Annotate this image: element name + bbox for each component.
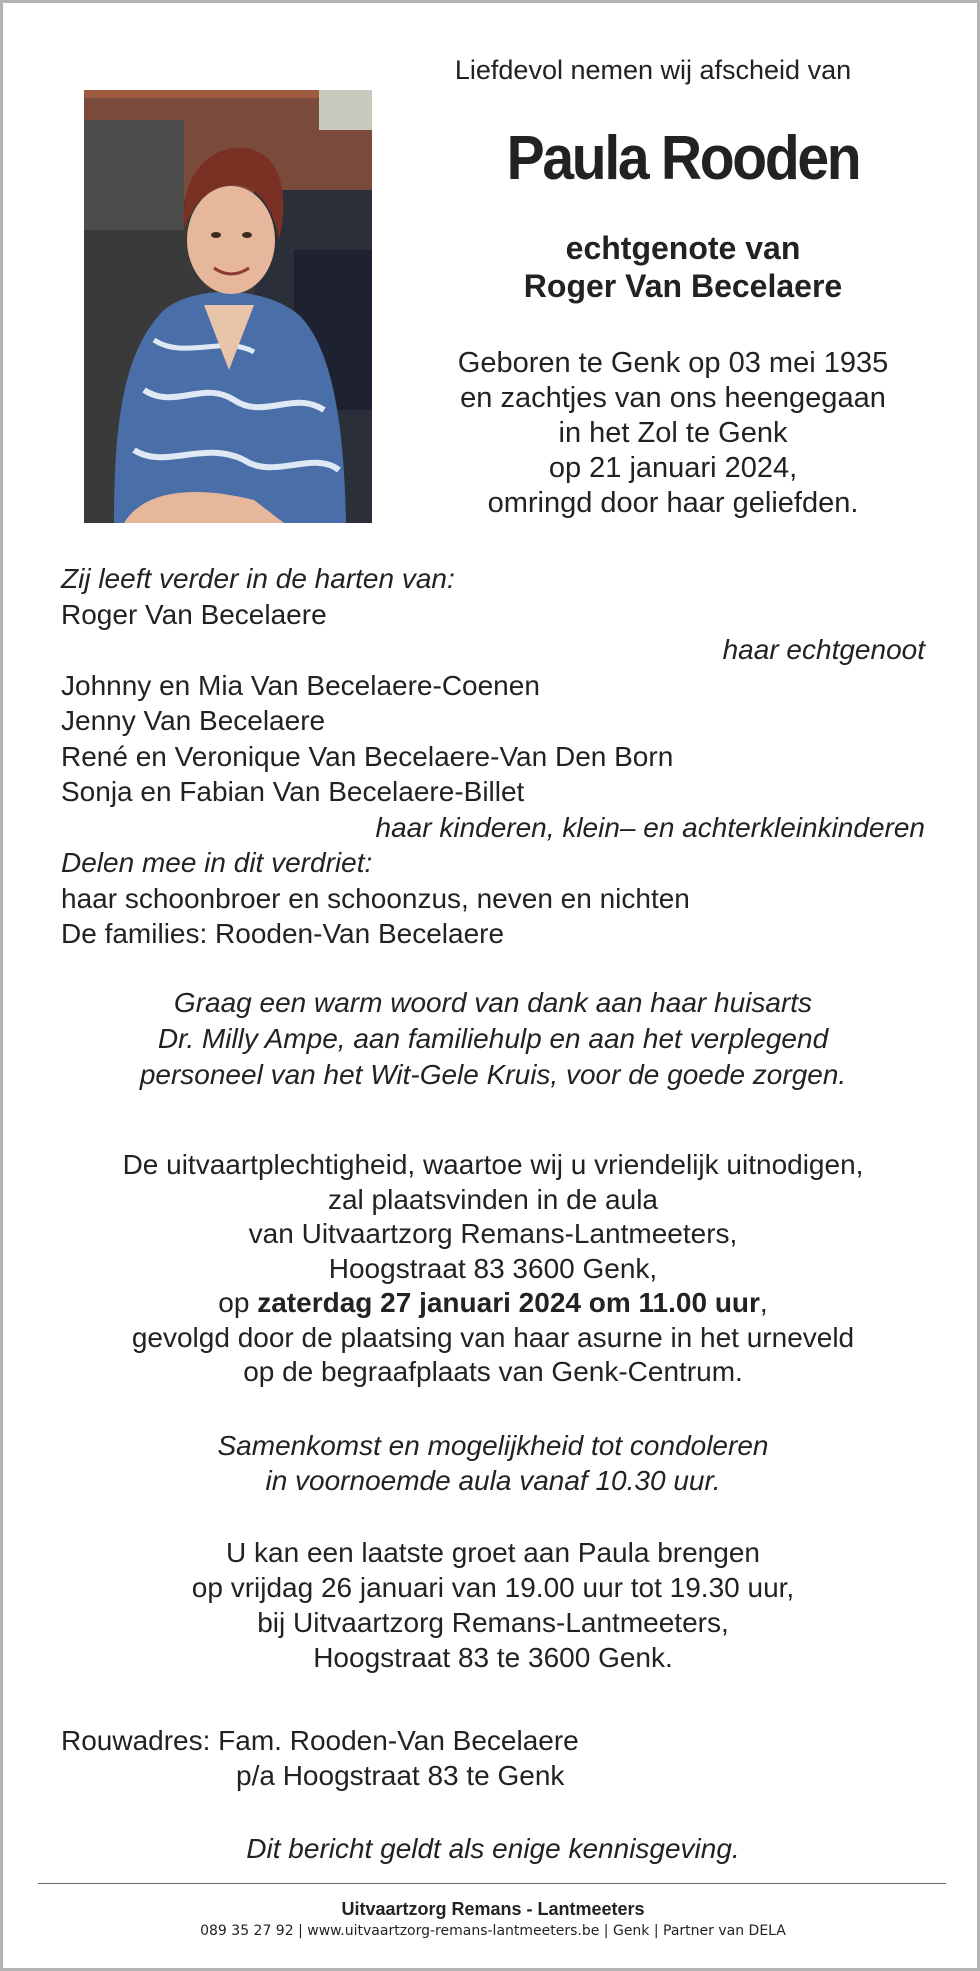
birth-death-line: en zachtjes van ons heengegaan [460, 382, 886, 414]
thanks-line: Graag een warm woord van dank aan haar huisarts [173, 987, 813, 1018]
spouse-heading [433, 229, 933, 305]
mourners-block [61, 561, 925, 952]
notice-line: Dit bericht geldt als enige kennisgeving. [246, 1833, 740, 1864]
date-prefix: op [218, 1287, 258, 1318]
ceremony-line: zal plaatsvinden in de aula [327, 1183, 658, 1215]
birth-death-line: op 21 januari 2024, [548, 452, 798, 484]
mourners-intro: Zij leeft verder in de harten van: [61, 563, 455, 594]
spouse-label: echtgenote van [565, 230, 801, 266]
mourner-child: Johnny en Mia Van Becelaere-Coenen [61, 669, 540, 701]
portrait-photo [84, 90, 372, 523]
deceased-name: Paula Rooden [506, 124, 860, 193]
intro-line: Liefdevol nemen wij afscheid van [454, 55, 852, 85]
children-role: haar kinderen, klein– en achterkleinkinderen [375, 811, 925, 843]
address-line: Rouwadres: Fam. Rooden-Van Becelaere [61, 1725, 579, 1756]
mourner-child: Sonja en Fabian Van Becelaere-Billet [61, 776, 525, 807]
birth-death-block [423, 346, 923, 521]
gathering-line: in voornoemde aula vanaf 10.30 uur. [265, 1465, 721, 1496]
greeting-line: U kan een laatste groet aan Paula brengen [226, 1537, 760, 1568]
thanks-line: personeel van het Wit-Gele Kruis, voor de goede zorgen. [139, 1059, 847, 1090]
mourner-other: De families: Rooden-Van Becelaere [61, 918, 505, 949]
thanks-line: Dr. Milly Ampe, aan familiehulp en aan het verplegend [157, 1023, 829, 1054]
birth-death-line: Geboren te Genk op 03 mei 1935 [457, 347, 889, 379]
birth-death-line: omringd door haar geliefden. [487, 487, 859, 519]
funeral-contact: 089 35 27 92 | www.uitvaartzorg-remans-lantmeeters.be | Genk | Partner van DELA [200, 1923, 786, 1939]
greeting-line: op vrijdag 26 januari van 19.00 uur tot 19.30 uur, [191, 1572, 795, 1603]
birth-death-line: in het Zol te Genk [558, 417, 788, 449]
ceremony-line: De uitvaartplechtigheid, waartoe wij u vriendelijk uitnodigen, [122, 1149, 864, 1180]
ceremony-line: op de begraafplaats van Genk-Centrum. [243, 1356, 743, 1387]
funeral-company: Uitvaartzorg Remans - Lantmeeters [341, 1899, 645, 1919]
gathering-line: Samenkomst en mogelijkheid tot condoleren [217, 1430, 769, 1461]
ceremony-line: van Uitvaartzorg Remans-Lantmeeters, [248, 1218, 738, 1249]
ceremony-line: Hoogstraat 83 3600 Genk, [328, 1252, 658, 1284]
mourning-address [61, 1723, 925, 1793]
ceremony-date-line [61, 1286, 925, 1321]
mourner-spouse: Roger Van Becelaere [61, 598, 327, 630]
footer-divider [38, 1883, 946, 1884]
spouse-name: Roger Van Becelaere [523, 268, 843, 304]
address-line: p/a Hoogstraat 83 te Genk [236, 1760, 565, 1791]
ceremony-line: gevolgd door de plaatsing van haar asurne in het urneveld [131, 1321, 855, 1353]
mourner-other: haar schoonbroer en schoonzus, neven en nichten [61, 882, 690, 914]
last-greeting-block [61, 1535, 925, 1675]
gathering-block [61, 1428, 925, 1498]
mourner-child: René en Veronique Van Becelaere-Van Den Born [61, 740, 674, 772]
greeting-line: bij Uitvaartzorg Remans-Lantmeeters, [257, 1607, 729, 1638]
thanks-block [61, 985, 925, 1093]
date-suffix: , [759, 1287, 768, 1318]
share-intro: Delen mee in dit verdriet: [61, 847, 373, 878]
ceremony-block [61, 1148, 925, 1390]
ceremony-date: zaterdag 27 januari 2024 om 11.00 uur [257, 1287, 760, 1318]
spouse-role: haar echtgenoot [722, 634, 925, 665]
mourner-child: Jenny Van Becelaere [61, 705, 326, 736]
greeting-line: Hoogstraat 83 te 3600 Genk. [313, 1642, 673, 1673]
